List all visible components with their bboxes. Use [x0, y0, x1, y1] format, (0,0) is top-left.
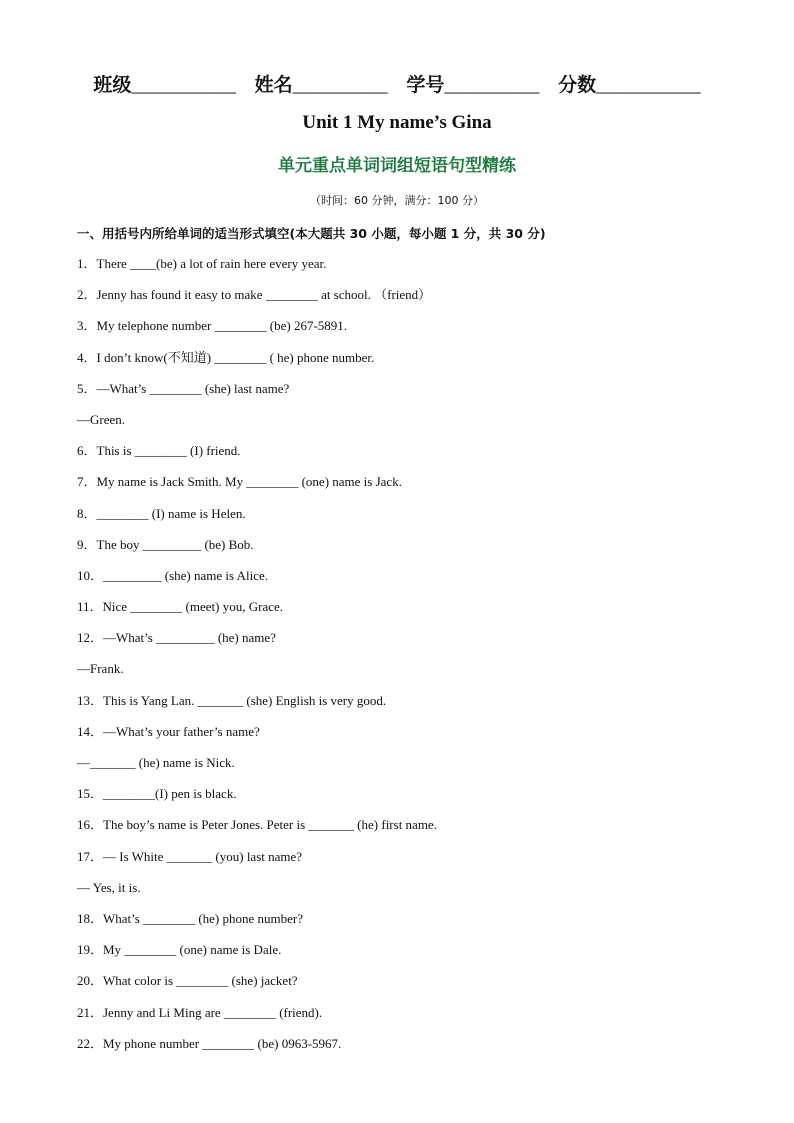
question-item: 9．The boy _________ (be) Bob. [77, 536, 254, 552]
page-title: Unit 1 My name’s Gina [302, 112, 492, 133]
question-item: 1．There ____(be) a lot of rain here every year. [77, 256, 327, 271]
answer-line: —Green. [77, 411, 126, 427]
question-item: 2．Jenny has found it easy to make ________ at school. （friend） [77, 287, 432, 303]
question-list [77, 254, 727, 1065]
question-item: 16．The boy’s name is Peter Jones. Peter is _______ (he) first name. [77, 817, 437, 833]
class-blank: ___________ [131, 75, 236, 96]
question-item: 6．This is ________ (I) friend. [77, 443, 241, 459]
question-item: 4．I don’t know(不知道) ________ ( he) phone number. [77, 349, 375, 365]
score-label: 分数 [558, 75, 597, 96]
question-item: 5．—What’s ________ (she) last name? [77, 380, 290, 396]
question-item: 10．_________ (she) name is Alice. [77, 567, 268, 583]
question-item: 7．My name is Jack Smith. My ________ (one) name is Jack. [77, 474, 402, 490]
question-item: 22．My phone number ________ (be) 0963-5967. [77, 1035, 342, 1051]
question-item: 17．— Is White _______ (you) last name? [77, 848, 303, 864]
question-item: 8．________ (I) name is Helen. [77, 505, 246, 521]
class-label: 班级 [93, 75, 132, 96]
answer-line: —Frank. [77, 661, 124, 677]
answer-line: — Yes, it is. [77, 879, 141, 895]
answer-line: —_______ (he) name is Nick. [77, 755, 235, 770]
question-item: 13．This is Yang Lan. _______ (she) English is very good. [77, 692, 387, 708]
question-item: 21．Jenny and Li Ming are ________ (friend). [77, 1004, 323, 1020]
section-heading: 一、用括号内所给单词的适当形式填空(本大题共 30 小题，每小题 1 分，共 30 分) [77, 226, 546, 241]
name-blank: __________ [292, 75, 388, 96]
question-item: 19．My ________ (one) name is Dale. [77, 942, 282, 958]
exam-meta: （时间：60 分钟，满分：100 分） [310, 194, 484, 207]
page-subtitle: 单元重点单词词组短语句型精练 [278, 156, 516, 176]
question-item: 3．My telephone number ________ (be) 267-5891. [77, 318, 348, 334]
question-item: 18．What’s ________ (he) phone number? [77, 910, 304, 926]
question-item: 11．Nice ________ (meet) you, Grace. [77, 599, 284, 615]
question-item: 15．________(I) pen is black. [77, 786, 237, 802]
score-blank: ___________ [596, 75, 701, 96]
question-item: 20．What color is ________ (she) jacket? [77, 973, 298, 989]
student-info-line [0, 70, 794, 97]
student-number-label: 学号 [406, 75, 445, 96]
question-item: 14．—What’s your father’s name? [77, 723, 260, 739]
student-number-blank: __________ [444, 75, 540, 96]
name-label: 姓名 [254, 75, 293, 96]
question-item: 12．—What’s _________ (he) name? [77, 630, 276, 646]
